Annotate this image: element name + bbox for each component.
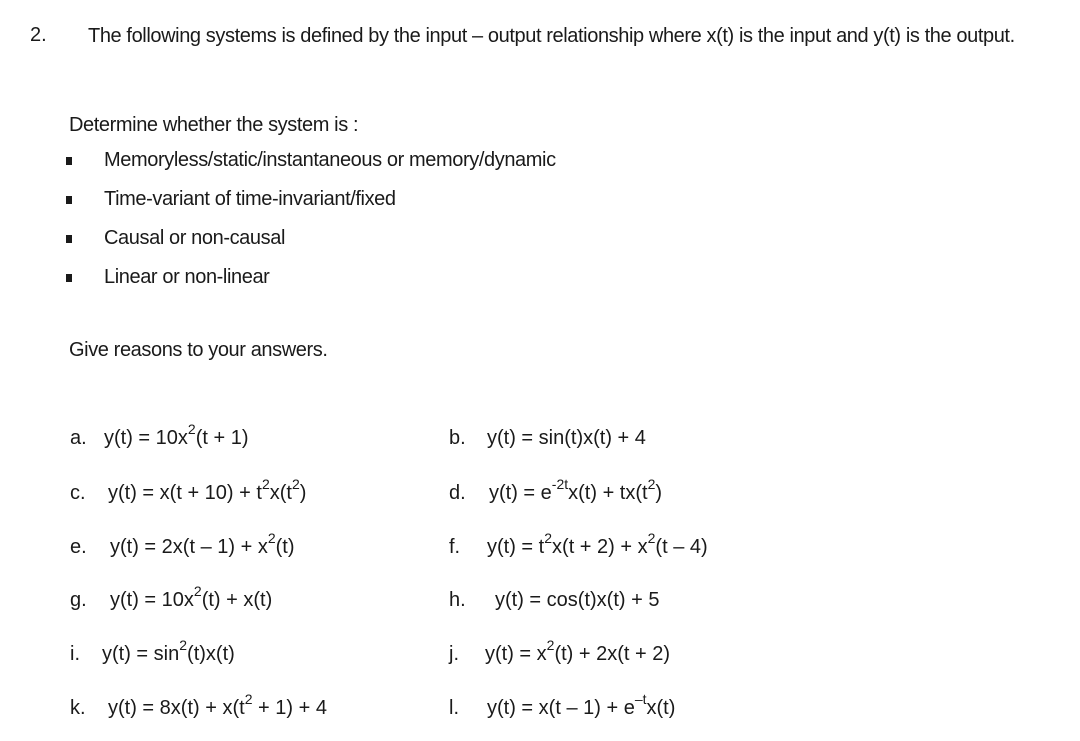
equation-item — [449, 476, 663, 505]
equation-label: d. — [449, 482, 466, 504]
equation-item — [449, 530, 708, 559]
equation-formula: y(t) = cos(t)x(t) + 5 — [495, 589, 660, 611]
determine-label: Determine whether the system is : — [69, 114, 359, 136]
equation-label: c. — [70, 482, 86, 504]
question-stem: The following systems is defined by the input – output relationship where x(t) is the input and y(t) is the output. — [88, 25, 1015, 47]
bullet-square-icon — [66, 196, 72, 204]
equation-formula: $y(t) = \sin^2(t)x(t)$ — [102, 637, 235, 665]
equation-label: h. — [449, 589, 466, 611]
equation-item — [70, 530, 295, 559]
equation-formula: $y(t) = t^2x(t + 2) + x^2(t - 4)$ — [487, 530, 708, 558]
equation-formula: $y(t) = x(t + 10) + t^2x(t^2)$ — [108, 476, 307, 504]
equation-formula: $y(t) = 2x(t - 1) + x^2(t)$ — [110, 530, 295, 558]
equation-formula: $y(t) = e^{-2t}x(t) + tx(t^2)$ — [489, 476, 663, 504]
criteria-text: Causal or non-causal — [104, 227, 285, 249]
equation-item — [449, 691, 676, 720]
equation-label: g. — [70, 589, 87, 611]
equation-label: e. — [70, 536, 87, 558]
equation-label: l. — [449, 697, 459, 719]
equation-label: b. — [449, 427, 466, 449]
question-number: 2. — [30, 24, 47, 46]
equation-formula: $y(t) = x^2(t) + 2x(t + 2)$ — [485, 637, 671, 665]
equation-formula: $y(t) = 8x(t) + x(t^2 + 1) + 4$ — [108, 691, 327, 719]
equation-formula: y(t) = sin(t)x(t) + 4 — [487, 427, 646, 449]
equation-item — [449, 637, 671, 666]
equation-item — [449, 589, 660, 612]
equation-item — [449, 427, 646, 450]
equation-item — [70, 476, 307, 505]
equation-formula: $y(t) = x(t - 1) + e^{-t}x(t)$ — [487, 691, 676, 719]
criteria-text: Time-variant of time-invariant/fixed — [104, 188, 396, 210]
equation-label: i. — [70, 643, 80, 665]
equation-label: f. — [449, 536, 461, 558]
equation-item — [70, 637, 235, 666]
bullet-square-icon — [66, 235, 72, 243]
equation-item — [70, 583, 273, 612]
criteria-text: Linear or non-linear — [104, 266, 270, 288]
bullet-square-icon — [66, 157, 72, 165]
bullet-square-icon — [66, 274, 72, 282]
equation-item — [70, 691, 327, 720]
equation-label: k. — [70, 697, 86, 719]
criteria-text: Memoryless/static/instantaneous or memory/dynamic — [104, 149, 556, 171]
equation-label: a. — [70, 427, 87, 449]
equation-formula: $y(t) = 10x^2(t + 1)$ — [104, 421, 249, 449]
equation-item — [70, 421, 249, 450]
instruction-text: Give reasons to your answers. — [69, 339, 328, 361]
equation-formula: $y(t) = 10x^2(t) + x(t)$ — [110, 583, 273, 611]
equation-label: j. — [449, 643, 459, 665]
